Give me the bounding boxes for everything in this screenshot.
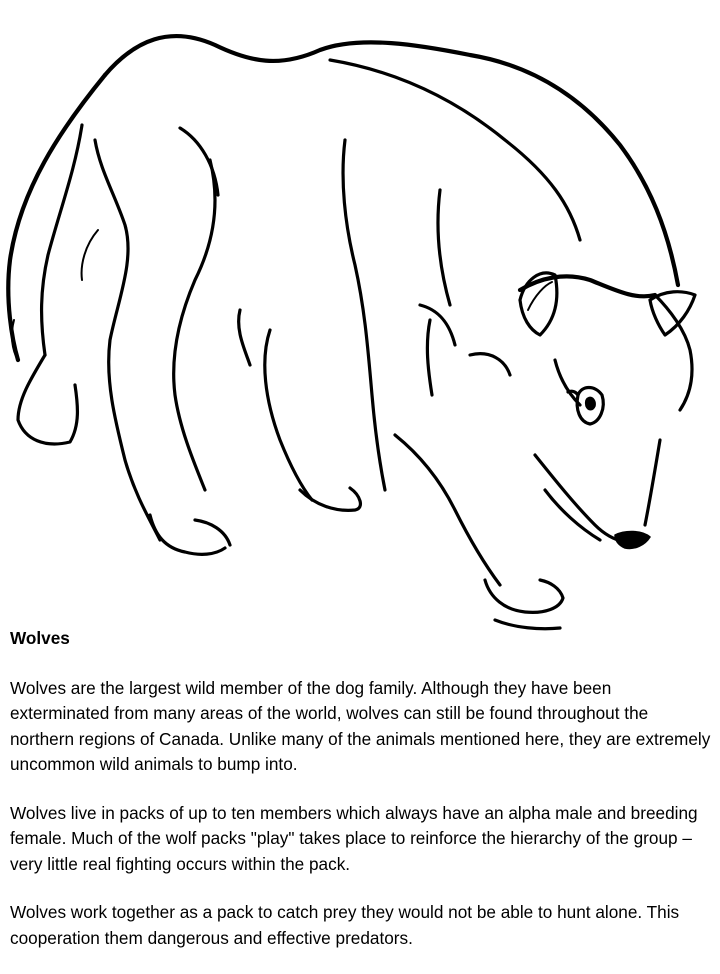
article-title: Wolves (10, 628, 70, 648)
article-paragraph-1: Wolves are the largest wild member of the dog family. Although they have been exterminated from many areas of the world, wolves can still be found throughout the northern regions of Canada. Unlike many of the animals mentioned here, they are extremely uncommon wild animals to bump into. (10, 677, 711, 774)
wolf-hind-leg-front (95, 140, 160, 540)
wolf-muzzle-right (645, 440, 660, 525)
wolf-tail-fur (82, 230, 98, 280)
wolf-face-fur (470, 354, 510, 375)
wolf-hind-paw (150, 515, 225, 554)
article-text (10, 626, 712, 974)
wolf-hind-muscle (180, 128, 218, 195)
wolf-tail-outer (8, 75, 105, 360)
wolf-chest-line (395, 435, 500, 585)
wolf-hind-leg-back (174, 160, 215, 490)
wolf-nose (615, 531, 650, 548)
wolf-leg-inner (427, 320, 432, 395)
wolf-tail-lower (18, 355, 77, 444)
wolf-foreleg-muscle (239, 310, 250, 365)
wolf-fore-paw (300, 488, 360, 510)
wolf-back-line (105, 36, 678, 285)
wolf-front-paw (485, 580, 563, 612)
article-paragraph-3: Wolves work together as a pack to catch prey they would not be able to hunt alone. This cooperation them dangerous and effective predators. (10, 902, 680, 948)
wolf-hind-paw-2 (195, 520, 230, 545)
wolf-foreleg-front (343, 140, 385, 490)
wolf-jaw (545, 490, 600, 540)
wolf-shoulder-line (330, 60, 580, 240)
article-paragraph-2: Wolves live in packs of up to ten members which always have an alpha male and breeding female. Much of the wolf packs "play" takes place to reinforce the hierarchy of the group – very little real fighting occurs within the pack. (10, 802, 698, 874)
wolf-face-fur-2 (420, 305, 455, 345)
wolf-muzzle-left (535, 455, 625, 542)
wolf-eye-pupil (586, 397, 596, 409)
wolf-head-top (520, 276, 655, 296)
wolf-body-midline (438, 190, 450, 305)
wolf-foreleg-back (265, 330, 312, 500)
